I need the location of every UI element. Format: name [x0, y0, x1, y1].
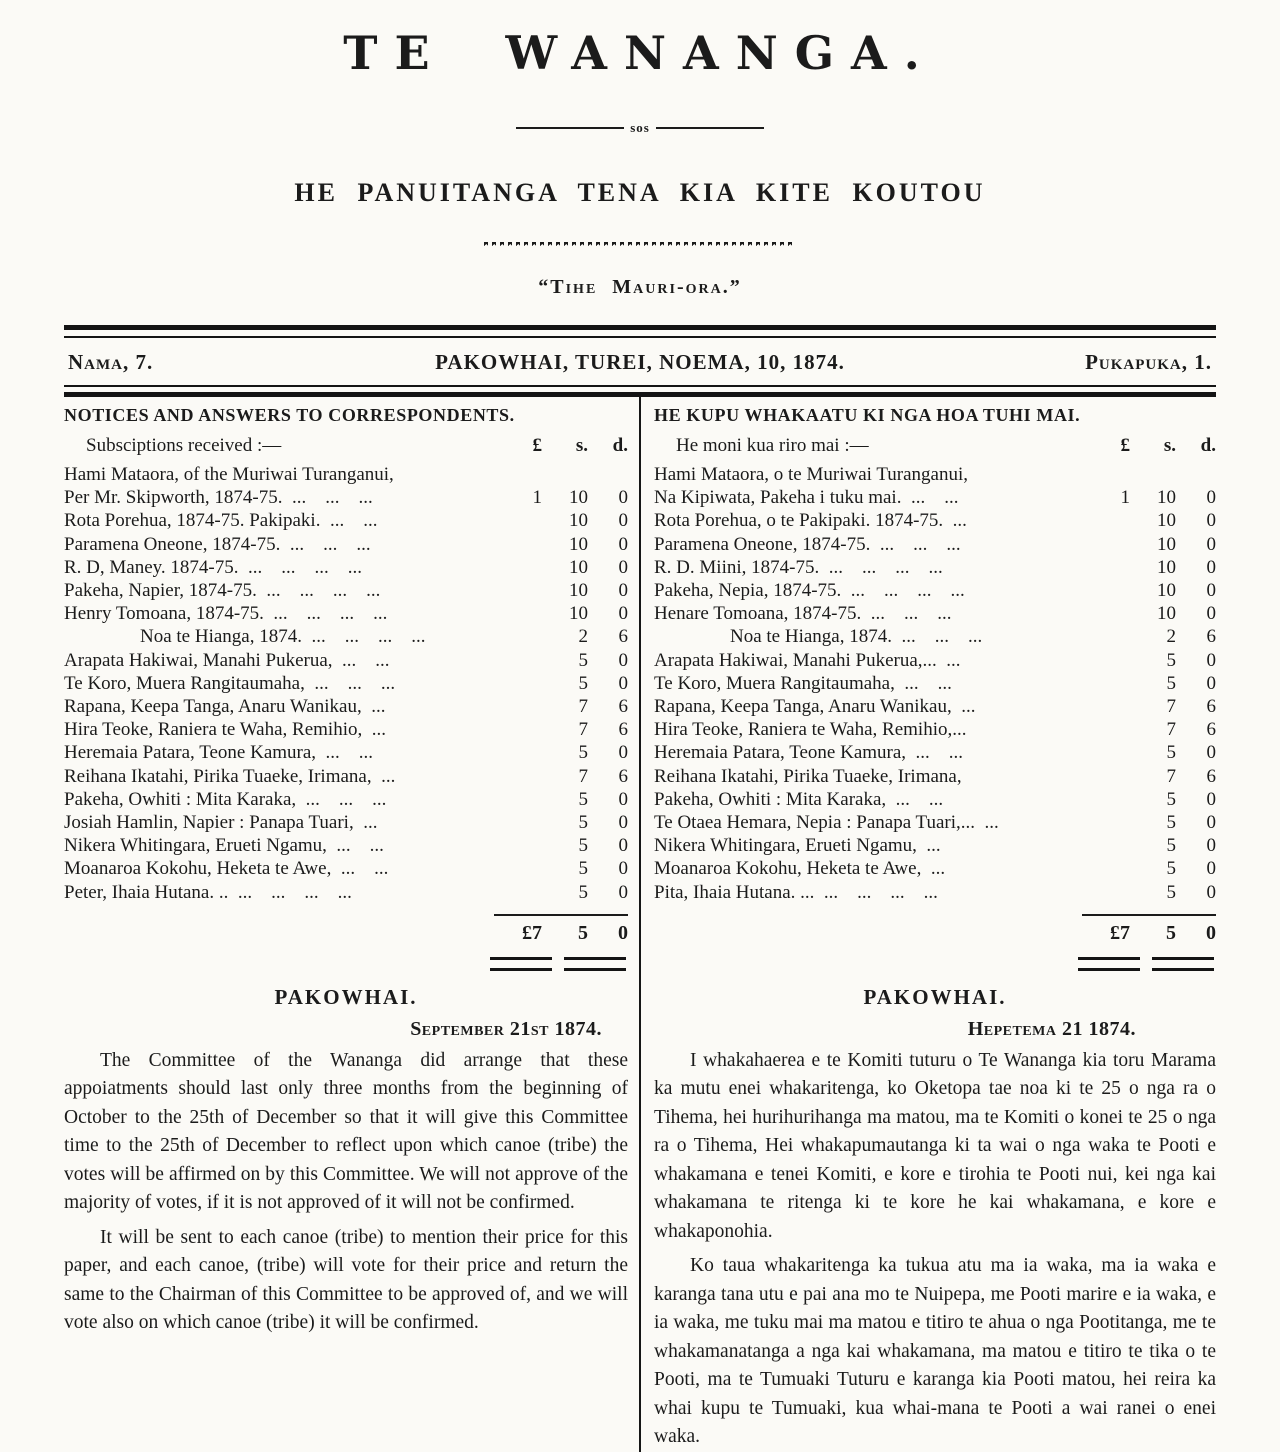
row-pounds — [502, 556, 542, 579]
table-row — [654, 579, 1216, 602]
row-name: Hami Mataora, of the Muriwai Turanganui, — [64, 464, 394, 485]
masthead-title: TE WANANGA. — [343, 26, 937, 80]
table-row — [654, 765, 1216, 788]
row-name: Paramena Oneone, 1874-75. ... ... ... — [64, 533, 371, 555]
row-shillings: 7 — [1166, 765, 1176, 787]
row-shillings: 2 — [1166, 626, 1176, 648]
row-shillings: 5 — [578, 835, 588, 857]
row-shillings — [1130, 463, 1176, 486]
section-header: HE KUPU WHAKAATU KI NGA HOA TUHI MAI. — [654, 405, 1081, 425]
article-paragraph: It will be sent to each canoe (tribe) to mention their price for this paper, and each canoe, (tribe) will vote for their price and return the same to the Chairman of this Committee to be approved of, and we will vote also on which canoe (tribe) it will be confirmed. — [64, 1226, 628, 1334]
row-pounds — [502, 881, 542, 904]
table-row — [64, 788, 628, 811]
currency-pence-header: d. — [1200, 435, 1216, 456]
row-name: Noa te Hianga, 1874. ... ... ... ... — [140, 626, 426, 648]
currency-pounds-header: £ — [532, 435, 542, 456]
row-name: Te Koro, Muera Rangitaumaha, ... ... — [654, 672, 952, 694]
row-pence: 0 — [1206, 649, 1216, 671]
divider-line — [516, 127, 624, 129]
table-row — [654, 695, 1216, 718]
currency-shillings-header: s. — [1163, 435, 1176, 456]
table-row — [654, 741, 1216, 764]
row-shillings: 5 — [1166, 858, 1176, 880]
article-paragraph: Ko taua whakaritenga ka tukua atu ma ia waka, ma ia waka e karanga tana utu e pai ana mo te Nuipepa, me Pooti marire e ia waka, e ia waka, me tuku mai ma matou e titiro te ahua o nga Pootitanga, me te whakamanatanga a nga kai whakamana, ma matou e titiro te tika o te Pooti, ma te Tumuaki Tuturu e karanga kia Pooti matou, hei reira ka whai kupu te Tumuaki, kua whai-mana te Pooti a wai ranei o enei waka. — [654, 1255, 1216, 1448]
table-row — [64, 765, 628, 788]
table-row — [654, 718, 1216, 741]
row-shillings: 10 — [1157, 603, 1176, 625]
row-pence: 0 — [618, 812, 628, 834]
table-row — [654, 834, 1216, 857]
table-row — [64, 672, 628, 695]
article-paragraph: The Committee of the Wananga did arrange that these appoiatments should last only three months from the beginning of October to the 25th of December so that it will give this Committee time to the 25th of December to reflect upon which canoe (tribe) the votes will be affirmed on by this Committee. We will not approve of the majority of votes, if it is not approved of it will not be confirmed. — [64, 1049, 628, 1214]
row-name: Pakeha, Owhiti : Mita Karaka, ... ... — [654, 788, 944, 810]
total-shillings: 5 — [578, 921, 588, 944]
table-end-rules — [654, 957, 1216, 971]
row-name: Hami Mataora, o te Muriwai Turanganui, — [654, 464, 968, 485]
row-pence: 0 — [618, 556, 628, 578]
table-row — [654, 602, 1216, 625]
row-pence: 0 — [618, 788, 628, 810]
row-pounds — [1090, 741, 1130, 764]
row-pounds — [1090, 765, 1130, 788]
table-row — [654, 811, 1216, 834]
subscriptions-intro-row — [64, 434, 628, 457]
table-row — [64, 695, 628, 718]
column-english — [64, 397, 639, 1452]
row-name: Rapana, Keepa Tanga, Anaru Wanikau, ... — [654, 696, 976, 718]
row-name: Rota Porehua, 1874-75. Pakipaki. ... ... — [64, 510, 378, 532]
row-pence: 6 — [618, 719, 628, 741]
row-pounds — [1090, 463, 1130, 486]
row-shillings: 10 — [1157, 556, 1176, 578]
total-amount — [1082, 914, 1216, 945]
row-shillings: 10 — [1157, 510, 1176, 532]
subscriptions-intro: Subsciptions received :— — [86, 435, 282, 456]
row-shillings: 7 — [578, 696, 588, 718]
row-shillings: 5 — [1166, 881, 1176, 903]
row-pence: 6 — [618, 765, 628, 787]
total-row — [654, 914, 1216, 945]
row-name: Josiah Hamlin, Napier : Panapa Tuari, ... — [64, 812, 378, 834]
row-shillings: 5 — [578, 812, 588, 834]
total-pounds: £7 — [1110, 921, 1130, 944]
masthead-motto: “Tihe Mauri-ora.” — [538, 276, 742, 298]
row-pence: 0 — [1206, 835, 1216, 857]
row-name: Te Koro, Muera Rangitaumaha, ... ... ... — [64, 672, 396, 694]
double-rule-ornament — [490, 957, 552, 971]
row-pence: 6 — [1206, 696, 1216, 718]
zigzag-divider — [484, 242, 796, 250]
table-row — [654, 533, 1216, 556]
article-heading: PAKOWHAI. — [863, 984, 1007, 1009]
table-row — [654, 509, 1216, 532]
table-row — [654, 556, 1216, 579]
table-row — [64, 811, 628, 834]
row-pounds — [502, 463, 542, 486]
currency-pounds-header: £ — [1120, 435, 1130, 456]
row-pence: 6 — [1206, 765, 1216, 787]
row-pence: 0 — [1206, 742, 1216, 764]
row-pence: 0 — [1206, 603, 1216, 625]
subscriptions-table — [654, 463, 1216, 904]
row-shillings: 5 — [1166, 788, 1176, 810]
table-row — [64, 625, 628, 648]
row-pence: 0 — [618, 672, 628, 694]
masthead-ornament-divider — [64, 120, 1216, 136]
row-pence: 0 — [618, 742, 628, 764]
row-pounds — [1090, 649, 1130, 672]
row-pounds — [502, 672, 542, 695]
row-pence: 0 — [1206, 858, 1216, 880]
row-pounds — [502, 834, 542, 857]
row-pounds: 1 — [1120, 487, 1130, 509]
row-name: Reihana Ikatahi, Pirika Tuaeke, Irimana, — [654, 765, 962, 787]
total-pounds: £7 — [522, 921, 542, 944]
currency-pence-header: d. — [612, 435, 628, 456]
dateline — [64, 338, 1216, 385]
row-name: Noa te Hianga, 1874. ... ... ... — [730, 626, 983, 648]
row-shillings: 5 — [1166, 835, 1176, 857]
row-pounds — [502, 625, 542, 648]
table-row — [64, 857, 628, 880]
row-pence: 0 — [1206, 812, 1216, 834]
row-pounds — [502, 857, 542, 880]
table-row — [64, 602, 628, 625]
table-row — [64, 509, 628, 532]
row-shillings: 5 — [578, 742, 588, 764]
table-row — [64, 718, 628, 741]
row-pounds — [502, 579, 542, 602]
row-pence: 0 — [1206, 487, 1216, 509]
row-name: Te Otaea Hemara, Nepia : Panapa Tuari,... ... — [654, 812, 999, 834]
row-name: Rota Porehua, o te Pakipaki. 1874-75. ... — [654, 510, 967, 532]
row-pounds — [1090, 625, 1130, 648]
row-shillings: 5 — [578, 788, 588, 810]
table-row — [64, 834, 628, 857]
row-pence: 0 — [1206, 788, 1216, 810]
row-shillings: 5 — [1166, 742, 1176, 764]
row-pence — [1176, 463, 1216, 486]
article-date: Hepetema 21 1874. — [967, 1017, 1136, 1040]
total-row — [64, 914, 628, 945]
row-shillings: 10 — [1157, 580, 1176, 602]
row-name: Henry Tomoana, 1874-75. ... ... ... ... — [64, 603, 388, 625]
row-pounds — [502, 811, 542, 834]
row-pounds — [1090, 788, 1130, 811]
row-pence: 0 — [1206, 672, 1216, 694]
row-shillings: 5 — [1166, 812, 1176, 834]
volume-number: Pukapuka, 1. — [1085, 350, 1212, 374]
row-pence — [588, 463, 628, 486]
double-rule-ornament — [1078, 957, 1140, 971]
row-name: Pakeha, Nepia, 1874-75. ... ... ... ... — [654, 580, 965, 602]
issue-number: Nama, 7. — [68, 350, 154, 374]
row-name: Hira Teoke, Raniera te Waha, Remihio,... — [654, 719, 967, 741]
row-pounds — [502, 509, 542, 532]
table-row — [64, 579, 628, 602]
row-pence: 0 — [618, 533, 628, 555]
newspaper-page — [64, 0, 1216, 1452]
row-pounds — [502, 695, 542, 718]
row-pence: 6 — [1206, 719, 1216, 741]
row-pence: 6 — [1206, 626, 1216, 648]
double-rule-ornament — [1152, 957, 1214, 971]
row-name: R. D, Maney. 1874-75. ... ... ... ... — [64, 556, 362, 578]
row-pence: 0 — [618, 649, 628, 671]
row-name: Pita, Ihaia Hutana. ... ... ... ... ... — [654, 881, 938, 903]
row-pence: 0 — [618, 858, 628, 880]
article-paragraph: I whakahaerea e te Komiti tuturu o Te Wananga kia toru Marama ka mutu enei whakaritenga, ko Oketopa tae noa ki te 25 o nga ra o Tihema, hei hurihurihanga ma matou, ma te Komiti o konei te 25 o nga ra o Tihema, Hei whakapumautanga ki ta wai o nga waka te Pooti e whakamana e tenei Komiti, e kore e tirohia te Pooti nui, kei nga kai whakamana te ritenga ki te kore he kai whakamana, e kore e whakaponohia. — [654, 1049, 1216, 1242]
row-shillings: 5 — [578, 672, 588, 694]
row-shillings: 10 — [569, 603, 588, 625]
table-row — [64, 881, 628, 904]
row-pence: 0 — [618, 580, 628, 602]
row-shillings: 5 — [1166, 672, 1176, 694]
row-shillings: 7 — [1166, 719, 1176, 741]
row-pence: 0 — [618, 835, 628, 857]
currency-shillings-header: s. — [575, 435, 588, 456]
row-pence: 6 — [618, 626, 628, 648]
row-name: Pakeha, Owhiti : Mita Karaka, ... ... ... — [64, 788, 387, 810]
total-pence: 0 — [1206, 921, 1216, 944]
row-name: Henare Tomoana, 1874-75. ... ... ... — [654, 603, 952, 625]
row-pounds — [502, 602, 542, 625]
subscriptions-intro: He moni kua riro mai :— — [676, 435, 869, 456]
row-pounds — [502, 741, 542, 764]
place-and-date: PAKOWHAI, TUREI, NOEMA, 10, 1874. — [435, 350, 845, 374]
row-shillings: 7 — [578, 719, 588, 741]
double-rule-ornament — [564, 957, 626, 971]
row-shillings: 10 — [1157, 487, 1176, 509]
row-shillings: 5 — [578, 858, 588, 880]
row-pence: 0 — [1206, 881, 1216, 903]
row-shillings — [542, 463, 588, 486]
row-name: Hira Teoke, Raniera te Waha, Remihio, ... — [64, 719, 386, 741]
row-pence: 0 — [1206, 556, 1216, 578]
row-pounds — [502, 718, 542, 741]
column-maori — [641, 397, 1216, 1452]
total-shillings: 5 — [1166, 921, 1176, 944]
row-name: Na Kipiwata, Pakeha i tuku mai. ... ... — [654, 487, 959, 509]
row-name: Paramena Oneone, 1874-75. ... ... ... — [654, 533, 961, 555]
table-row — [64, 556, 628, 579]
row-pounds — [1090, 811, 1130, 834]
row-pounds — [1090, 672, 1130, 695]
subscriptions-intro-row — [654, 434, 1216, 457]
row-pounds — [502, 649, 542, 672]
row-pounds — [1090, 602, 1130, 625]
row-pounds — [1090, 556, 1130, 579]
row-name: Reihana Ikatahi, Pirika Tuaeke, Irimana, ... — [64, 765, 396, 787]
table-row — [654, 625, 1216, 648]
row-shillings: 10 — [569, 510, 588, 532]
row-pounds — [1090, 881, 1130, 904]
row-shillings: 7 — [578, 765, 588, 787]
table-row — [654, 672, 1216, 695]
section-header: NOTICES AND ANSWERS TO CORRESPONDENTS. — [64, 405, 515, 425]
row-pounds: 1 — [532, 487, 542, 509]
table-row — [64, 649, 628, 672]
row-name: Arapata Hakiwai, Manahi Pukerua,... ... — [654, 649, 961, 671]
table-row — [654, 857, 1216, 880]
row-pounds — [502, 788, 542, 811]
table-row — [64, 463, 628, 486]
row-pence: 0 — [618, 881, 628, 903]
row-name: Moanaroa Kokohu, Heketa te Awe, ... ... — [64, 858, 389, 880]
row-name: Heremaia Patara, Teone Kamura, ... ... — [654, 742, 964, 764]
row-shillings: 5 — [578, 649, 588, 671]
divider-line — [656, 127, 764, 129]
row-pence: 0 — [1206, 580, 1216, 602]
subscriptions-table — [64, 463, 628, 904]
masthead-announcement: HE PANUITANGA TENA KIA KITE KOUTOU — [294, 178, 986, 207]
row-name: Pakeha, Napier, 1874-75. ... ... ... ... — [64, 580, 381, 602]
table-row — [654, 881, 1216, 904]
row-name: Heremaia Patara, Teone Kamura, ... ... — [64, 742, 374, 764]
table-row — [64, 533, 628, 556]
row-name: R. D. Miini, 1874-75. ... ... ... ... — [654, 556, 943, 578]
row-shillings: 5 — [578, 881, 588, 903]
row-name: Per Mr. Skipworth, 1874-75. ... ... ... — [64, 487, 373, 509]
row-name: Arapata Hakiwai, Manahi Pukerua, ... ... — [64, 649, 390, 671]
two-column-body — [64, 397, 1216, 1452]
row-shillings: 10 — [569, 533, 588, 555]
row-pence: 0 — [618, 510, 628, 532]
row-pounds — [1090, 509, 1130, 532]
total-amount — [494, 914, 628, 945]
row-name: Nikera Whitingara, Erueti Ngamu, ... — [654, 835, 941, 857]
table-end-rules — [64, 957, 628, 971]
row-pounds — [502, 765, 542, 788]
row-shillings: 10 — [569, 556, 588, 578]
row-pounds — [1090, 533, 1130, 556]
row-name: Peter, Ihaia Hutana. .. ... ... ... ... — [64, 881, 352, 903]
row-pounds — [1090, 695, 1130, 718]
total-pence: 0 — [618, 921, 628, 944]
row-pounds — [1090, 718, 1130, 741]
row-shillings: 5 — [1166, 649, 1176, 671]
table-row — [654, 649, 1216, 672]
row-shillings: 10 — [569, 487, 588, 509]
row-pence: 0 — [1206, 510, 1216, 532]
row-pounds — [1090, 857, 1130, 880]
row-shillings: 2 — [578, 626, 588, 648]
row-name: Nikera Whitingara, Erueti Ngamu, ... ... — [64, 835, 384, 857]
table-row — [64, 741, 628, 764]
table-row — [654, 788, 1216, 811]
table-row — [64, 486, 628, 509]
row-shillings: 7 — [1166, 696, 1176, 718]
row-pounds — [502, 533, 542, 556]
row-pounds — [1090, 579, 1130, 602]
row-shillings: 10 — [1157, 533, 1176, 555]
table-row — [654, 486, 1216, 509]
row-pence: 0 — [1206, 533, 1216, 555]
double-rule-top — [64, 325, 1216, 338]
row-pounds — [1090, 834, 1130, 857]
article-heading: PAKOWHAI. — [274, 984, 418, 1009]
row-pence: 0 — [618, 487, 628, 509]
row-shillings: 10 — [569, 580, 588, 602]
double-rule-bottom — [64, 385, 1216, 397]
row-pence: 0 — [618, 603, 628, 625]
row-name: Moanaroa Kokohu, Heketa te Awe, ... — [654, 858, 946, 880]
divider-label: sos — [630, 120, 650, 135]
table-row — [654, 463, 1216, 486]
row-pence: 6 — [618, 696, 628, 718]
article-date: September 21st 1874. — [410, 1017, 602, 1040]
row-name: Rapana, Keepa Tanga, Anaru Wanikau, ... — [64, 696, 386, 718]
